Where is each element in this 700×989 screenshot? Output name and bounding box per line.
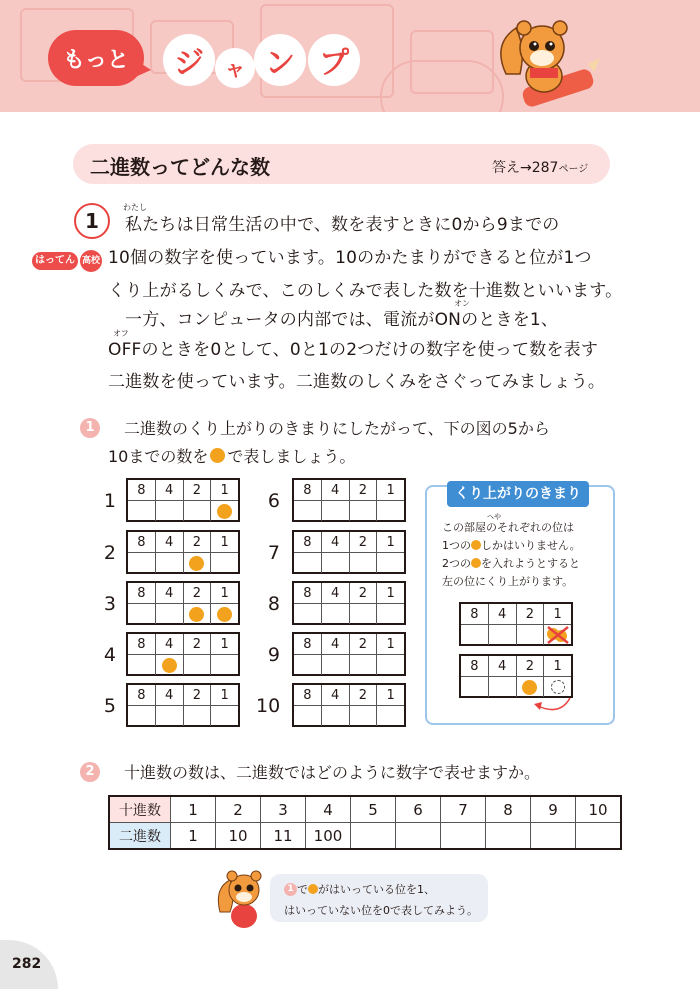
orange-dot-icon [471, 558, 481, 568]
dot-cell[interactable] [156, 706, 184, 726]
problem-line-5: OFFのときを0として、0と1の2つだけの数字を使って数を表す [108, 340, 599, 360]
sub-question-1-line-2b: で表しましょう。 [227, 447, 356, 466]
answer-reference [492, 157, 588, 177]
answer-cell[interactable] [486, 823, 531, 850]
dot-cell[interactable] [377, 655, 404, 675]
dot-cell [156, 655, 184, 675]
carry-arrow-icon [530, 696, 580, 716]
place-value: 1 [386, 534, 395, 550]
dot-cell[interactable] [322, 655, 350, 675]
place-value: 1 [386, 687, 395, 703]
binary-box [126, 478, 240, 522]
dot-cell[interactable] [294, 553, 322, 573]
place-value: 8 [128, 634, 156, 654]
orange-dot-icon [471, 540, 481, 550]
dot-cell [211, 655, 238, 675]
ruby-off: オフ [113, 329, 129, 338]
place-value: 1 [220, 482, 229, 498]
rule-line-3a: 2つの [442, 557, 471, 570]
binary-box[interactable] [292, 632, 406, 676]
place-value: 2 [350, 685, 378, 705]
orange-dot-icon [217, 607, 232, 622]
answer-page-suffix: ページ [558, 164, 589, 175]
place-value: 8 [294, 583, 322, 603]
place-value: 8 [128, 685, 156, 705]
dot-cell[interactable] [322, 604, 350, 624]
answer-cell[interactable] [441, 823, 486, 850]
orange-dot-icon [522, 680, 537, 695]
place-value: 8 [461, 604, 489, 624]
dot-cell [211, 553, 238, 573]
place-value: 4 [322, 685, 350, 705]
binary-box[interactable] [126, 683, 240, 727]
place-value: 4 [156, 532, 184, 552]
squirrel-mascot-icon [492, 14, 602, 110]
ruby-heya: へや [487, 513, 501, 521]
problem-number: 1 [74, 203, 110, 239]
dot-cell [128, 655, 156, 675]
motto-tail [133, 58, 151, 78]
box-label: 9 [267, 644, 280, 666]
place-value: 1 [553, 658, 562, 674]
dot-cell [184, 655, 212, 675]
sub-question-1-number: 1 [80, 418, 100, 438]
sub-question-2-text: 十進数の数は、二進数ではどのように数字で表せますか。 [124, 763, 541, 782]
dot-cell[interactable] [294, 501, 322, 521]
dot-cell[interactable] [377, 706, 404, 726]
sub-question-2-number: 2 [80, 762, 100, 782]
table-row-decimal [109, 796, 621, 823]
place-value: 8 [294, 634, 322, 654]
binary-box[interactable] [292, 683, 406, 727]
dot-cell [128, 553, 156, 573]
jump-char-1: ジ [163, 34, 215, 86]
orange-dot-icon [162, 658, 177, 673]
dot-cell [156, 553, 184, 573]
place-value: 1 [220, 687, 229, 703]
jump-char-3: ン [254, 34, 306, 86]
place-value: 4 [322, 480, 350, 500]
dot-cell[interactable] [322, 706, 350, 726]
table-cell: 8 [486, 796, 531, 823]
dot-cell[interactable] [350, 655, 378, 675]
dot-cell[interactable] [322, 501, 350, 521]
orange-dot-icon [217, 504, 232, 519]
dot-cell[interactable] [377, 553, 404, 573]
cross-out-cell [544, 625, 571, 645]
dot-cell[interactable] [350, 604, 378, 624]
jump-char-2: ャ [215, 48, 255, 88]
place-value: 2 [184, 583, 212, 603]
orange-dot-icon [189, 556, 204, 571]
place-value: 1 [386, 585, 395, 601]
answer-cell[interactable] [396, 823, 441, 850]
answer-reference-text: 答え→287 [492, 160, 559, 176]
table-cell: 5 [351, 796, 396, 823]
table-cell: 11 [261, 823, 306, 850]
jump-char-4: プ [308, 34, 360, 86]
binary-box [126, 530, 240, 574]
carry-rule-title: くり上がりのきまり [447, 481, 589, 507]
ruby-watashi: わたし [123, 203, 147, 212]
dot-cell[interactable] [322, 553, 350, 573]
rule-example-grid-1 [459, 602, 573, 646]
place-value: 4 [322, 532, 350, 552]
squirrel-hint-icon [216, 866, 268, 932]
rule-line-2b: しかはいりません。 [481, 539, 581, 552]
problem-line-3: くり上がるしくみで、このしくみで表した数を十進数といいます。 [108, 281, 623, 301]
table-header-decimal: 十進数 [109, 796, 171, 823]
place-value: 8 [128, 480, 156, 500]
decimal-binary-table [108, 795, 622, 850]
hint-line-1 [284, 881, 435, 897]
table-cell: 1 [171, 796, 216, 823]
place-value: 4 [489, 604, 517, 624]
place-value: 2 [184, 634, 212, 654]
box-label: 8 [267, 593, 280, 615]
box-label: 5 [103, 695, 116, 717]
box-label: 4 [103, 644, 116, 666]
place-value: 4 [156, 634, 184, 654]
place-value: 8 [294, 685, 322, 705]
box-label: 6 [267, 490, 280, 512]
table-cell: 9 [531, 796, 576, 823]
problem-line-2: 10個の数字を使っています。10のかたまりができると位が1つ [108, 248, 592, 268]
table-cell: 2 [216, 796, 261, 823]
binary-box[interactable] [292, 478, 406, 522]
place-value: 1 [386, 482, 395, 498]
rule-line-2 [442, 537, 581, 553]
answer-cell[interactable] [576, 823, 622, 850]
orange-dot-icon [189, 607, 204, 622]
place-value: 4 [322, 634, 350, 654]
dot-cell [156, 501, 184, 521]
place-value: 2 [350, 583, 378, 603]
place-value: 2 [517, 656, 545, 676]
rule-line-1: この部屋のそれぞれの位は [442, 521, 574, 534]
table-cell: 4 [306, 796, 351, 823]
dot-cell[interactable] [350, 706, 378, 726]
dot-cell [128, 501, 156, 521]
place-value: 1 [553, 606, 562, 622]
place-value: 2 [517, 604, 545, 624]
dashed-circle-icon [551, 680, 565, 694]
dot-cell [211, 604, 238, 624]
answer-cell[interactable] [531, 823, 576, 850]
table-row-binary [109, 823, 621, 850]
box-label: 7 [267, 542, 280, 564]
hint-line-1b: がはいっている位を1、 [318, 883, 435, 896]
dot-cell[interactable] [350, 501, 378, 521]
dot-cell[interactable] [128, 706, 156, 726]
place-value: 8 [128, 583, 156, 603]
box-label: 10 [256, 695, 281, 717]
problem-line-1: 私たちは日常生活の中で、数を表すときに0から9までの [125, 215, 560, 235]
table-cell: 10 [576, 796, 622, 823]
dot-cell[interactable] [294, 655, 322, 675]
table-cell: 10 [216, 823, 261, 850]
table-header-binary: 二進数 [109, 823, 171, 850]
dot-cell[interactable] [184, 706, 212, 726]
orange-dot-icon [308, 884, 318, 894]
dot-cell [184, 553, 212, 573]
dot-cell[interactable] [350, 553, 378, 573]
dot-cell[interactable] [294, 604, 322, 624]
page-number: 282 [12, 956, 42, 972]
rule-line-3b: を入れようとすると [481, 557, 580, 570]
place-value: 2 [184, 532, 212, 552]
dot-cell[interactable] [294, 706, 322, 726]
table-cell: 1 [171, 823, 216, 850]
box-label: 2 [103, 542, 116, 564]
place-value: 2 [184, 685, 212, 705]
dot-cell[interactable] [211, 706, 238, 726]
problem-line-6: 二進数を使っています。二進数のしくみをさぐってみましょう。 [108, 372, 606, 392]
problem-line-4: 一方、コンピュータの内部では、電流がONのときを1、 [125, 310, 559, 330]
cross-icon [546, 625, 570, 645]
sub-question-1-line-2 [108, 444, 355, 467]
place-value: 8 [128, 532, 156, 552]
place-value: 4 [489, 656, 517, 676]
place-value: 1 [220, 585, 229, 601]
place-value: 4 [322, 583, 350, 603]
ruby-on: オン [454, 299, 470, 308]
table-cell: 7 [441, 796, 486, 823]
hint-line-2: はいっていない位を0で表してみよう。 [284, 904, 478, 917]
place-value: 2 [350, 634, 378, 654]
sub-question-1-line-2a: 10までの数を [108, 447, 209, 466]
answer-cell[interactable] [351, 823, 396, 850]
rule-line-2a: 1つの [442, 539, 471, 552]
dot-cell [211, 501, 238, 521]
binary-box[interactable] [292, 581, 406, 625]
table-cell: 3 [261, 796, 306, 823]
rule-example-grid-2 [459, 654, 573, 698]
hint-num: 1 [284, 883, 297, 896]
place-value: 4 [156, 480, 184, 500]
place-value: 1 [220, 534, 229, 550]
orange-dot-icon [210, 448, 225, 463]
hint-line-1a: で [297, 883, 308, 896]
place-value: 8 [461, 656, 489, 676]
place-value: 1 [386, 636, 395, 652]
place-value: 4 [156, 685, 184, 705]
table-cell: 100 [306, 823, 351, 850]
sub-question-1-line-1: 二進数のくり上がりのきまりにしたがって、下の図の5から [124, 419, 550, 438]
hatten-badge: はってん [32, 252, 78, 270]
place-value: 2 [350, 532, 378, 552]
table-cell: 6 [396, 796, 441, 823]
dot-cell[interactable] [377, 501, 404, 521]
place-value: 8 [294, 480, 322, 500]
binary-box [126, 632, 240, 676]
place-value: 2 [350, 480, 378, 500]
place-value: 8 [294, 532, 322, 552]
dot-cell [128, 604, 156, 624]
box-label: 1 [103, 490, 116, 512]
koukou-badge: 高校 [80, 250, 102, 272]
motto-label: もっと [48, 30, 144, 86]
dot-cell [156, 604, 184, 624]
rule-line-4: 左の位にくり上がります。 [442, 575, 574, 588]
place-value: 1 [220, 636, 229, 652]
place-value: 4 [156, 583, 184, 603]
section-title: 二進数ってどんな数 [90, 155, 270, 179]
dot-cell [184, 501, 212, 521]
binary-box[interactable] [292, 530, 406, 574]
binary-box [126, 581, 240, 625]
dot-cell [184, 604, 212, 624]
box-label: 3 [103, 593, 116, 615]
dot-cell[interactable] [377, 604, 404, 624]
place-value: 2 [184, 480, 212, 500]
rule-line-3 [442, 555, 580, 571]
